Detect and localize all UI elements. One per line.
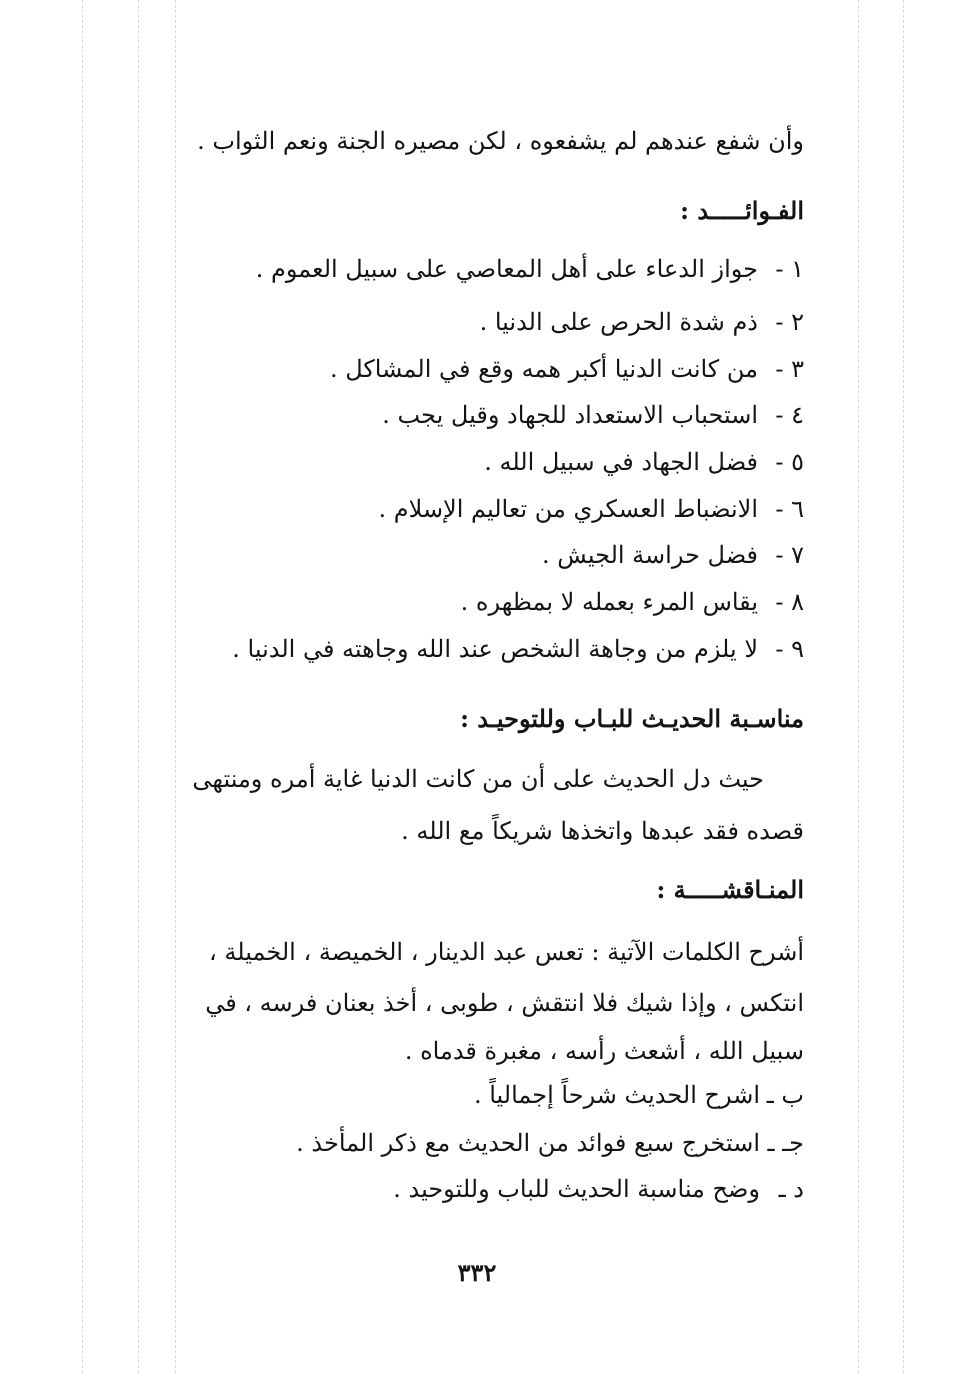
benefit-item-4 [382, 398, 804, 432]
benefit-text: الانضباط العسكري من تعاليم الإسلام . [378, 495, 758, 523]
question-letter: د ـ [778, 1175, 804, 1203]
benefit-text: من كانت الدنيا أكبر همه وقع في المشاكل . [329, 355, 758, 383]
question-letter: ب ـ [766, 1081, 804, 1109]
benefit-text: جواز الدعاء على أهل المعاصي على سبيل العموم . [255, 255, 758, 283]
munaqasha-line-1: أشرح الكلمات الآتية : تعس عبد الدينار ، الخميصة ، الخميلة ، [209, 938, 804, 966]
benefit-text: استحباب الاستعداد للجهاد وقيل يجب . [382, 401, 758, 429]
benefit-item-7 [542, 538, 804, 572]
benefit-text: يقاس المرء بعمله لا بمظهره . [460, 588, 758, 616]
munaqasha-heading: المنـاقشـــــة : [656, 875, 804, 904]
benefit-number: ٦ - [775, 495, 804, 523]
benefit-item-2 [480, 305, 804, 339]
question-text: وضح مناسبة الحديث للباب وللتوحيد . [393, 1175, 760, 1203]
question-text: اشرح الحديث شرحاً إجمالياً . [473, 1081, 760, 1109]
benefit-number: ٥ - [775, 448, 804, 476]
benefit-text: فضل الجهاد في سبيل الله . [484, 448, 758, 476]
munasaba-line-2: قصده فقد عبدها واتخذها شريكاً مع الله . [401, 817, 804, 845]
benefit-item-3 [330, 352, 804, 386]
question-item-d [393, 1172, 804, 1206]
benefit-number: ٩ - [775, 635, 804, 663]
intro-line-1: وأن شفع عندهم لم يشفعوه ، لكن مصيره الجنة ونعم الثواب . [197, 127, 804, 155]
benefit-number: ٢ - [775, 308, 804, 336]
question-text: استخرج سبع فوائد من الحديث مع ذكر المأخذ . [296, 1129, 760, 1157]
benefit-item-8 [461, 585, 804, 619]
benefit-number: ٣ - [775, 355, 804, 383]
question-item-j [296, 1126, 804, 1160]
benefit-text: ذم شدة الحرص على الدنيا . [479, 308, 758, 336]
question-item-b [474, 1078, 804, 1112]
question-letter: جـ ـ [767, 1129, 804, 1157]
benefit-number: ٨ - [775, 588, 804, 616]
benefit-text: فضل حراسة الجيش . [541, 541, 758, 569]
munaqasha-line-3: سبيل الله ، أشعث رأسه ، مغبرة قدماه . [404, 1037, 804, 1065]
benefit-item-1 [256, 252, 804, 286]
benefit-number: ١ - [775, 255, 804, 283]
fawaid-heading: الفـوائـــــد : [680, 196, 804, 225]
benefit-text: لا يلزم من وجاهة الشخص عند الله وجاهته في الدنيا . [232, 635, 758, 663]
munaqasha-line-2: انتكس ، وإذا شيك فلا انتقش ، طوبى ، أخذ بعنان فرسه ، في [205, 989, 804, 1017]
page-number: ٣٣٢ [457, 1258, 497, 1287]
munasaba-heading: مناسـبة الحديـث للبـاب وللتوحيـد : [460, 704, 804, 733]
benefit-number: ٧ - [775, 541, 804, 569]
benefit-item-6 [379, 492, 805, 526]
benefit-number: ٤ - [775, 401, 804, 429]
benefit-item-9 [232, 632, 804, 666]
benefit-item-5 [484, 445, 804, 479]
munasaba-line-1: حيث دل الحديث على أن من كانت الدنيا غاية أمره ومنتهى [192, 765, 764, 793]
